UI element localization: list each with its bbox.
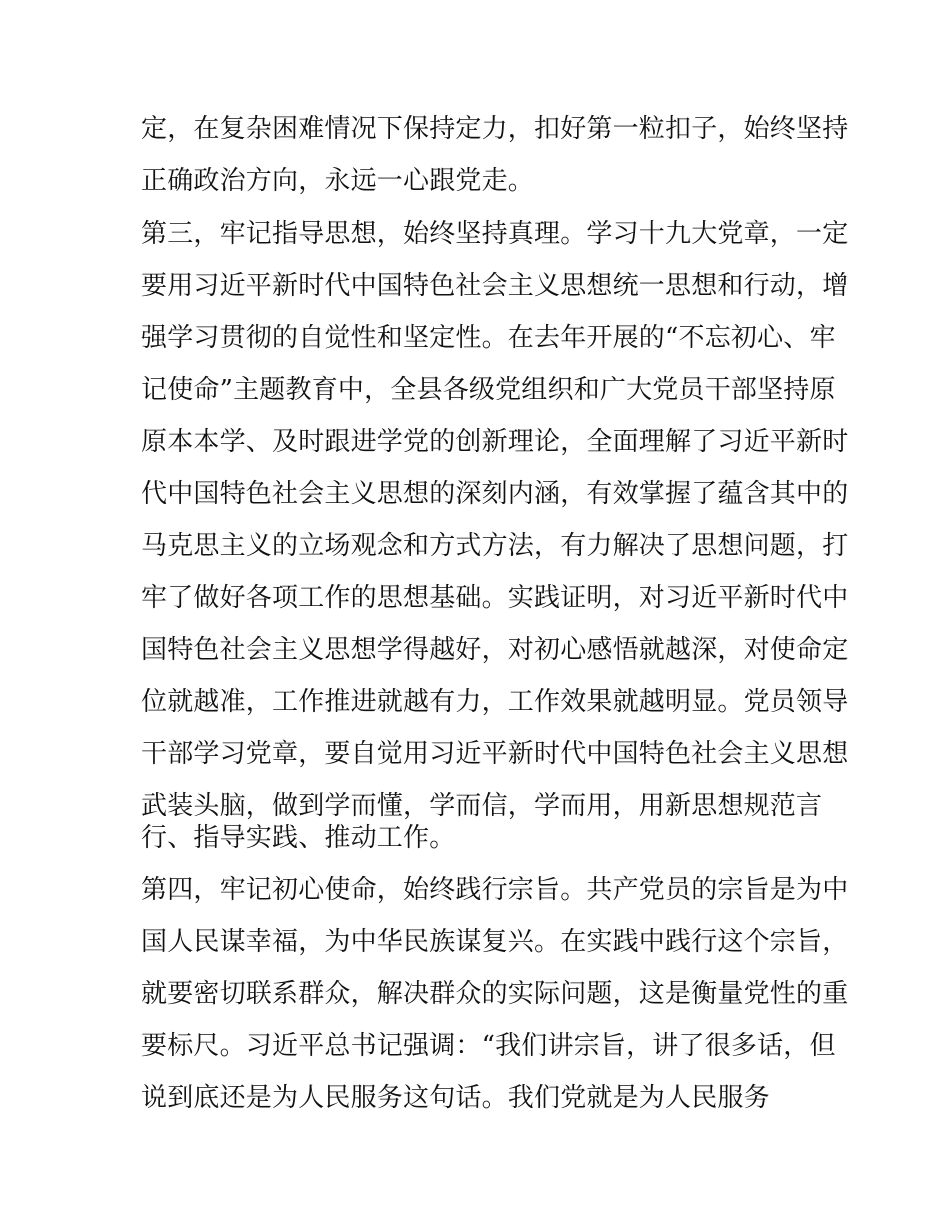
text-line: 强学习贯彻的自觉性和坚定性。在去年开展的“不忘初心、牢 [141, 323, 836, 353]
text-line: 就要密切联系群众，解决群众的实际问题，这是衡量党性的重 [141, 979, 849, 1009]
text-line: 记使命”主题教育中，全县各级党组织和广大党员干部坚持原 [141, 375, 836, 405]
text-line: 国特色社会主义思想学得越好，对初心感悟就越深，对使命定 [141, 635, 849, 665]
text-line: 第三，牢记指导思想，始终坚持真理。学习十九大党章，一定 [141, 219, 849, 249]
text-line: 要标尺。习近平总书记强调：“我们讲宗旨，讲了很多话，但 [141, 1031, 836, 1061]
text-line: 原本本学、及时跟进学党的创新理论，全面理解了习近平新时 [141, 427, 849, 457]
text-line: 马克思主义的立场观念和方式方法，有力解决了思想问题，打 [141, 531, 849, 561]
text-line: 说到底还是为人民服务这句话。我们党就是为人民服务 [141, 1083, 770, 1113]
text-line: 位就越准，工作推进就越有力，工作效果就越明显。党员领导 [141, 687, 849, 717]
text-line: 代中国特色社会主义思想的深刻内涵，有效掌握了蕴含其中的 [141, 479, 849, 509]
text-line: 牢了做好各项工作的思想基础。实践证明，对习近平新时代中 [141, 583, 849, 613]
text-line: 定，在复杂困难情况下保持定力，扣好第一粒扣子，始终坚持 [141, 114, 849, 144]
text-line: 正确政治方向，永远一心跟党走。 [141, 166, 535, 196]
text-line: 行、指导实践、推动工作。 [141, 823, 456, 853]
text-line: 干部学习党章，要自觉用习近平新时代中国特色社会主义思想 [141, 739, 849, 769]
text-line: 要用习近平新时代中国特色社会主义思想统一思想和行动，增 [141, 271, 849, 301]
text-line: 武装头脑，做到学而懂，学而信，学而用，用新思想规范言 [141, 791, 823, 821]
text-line: 第四，牢记初心使命，始终践行宗旨。共产党员的宗旨是为中 [141, 875, 849, 905]
text-line: 国人民谋幸福，为中华民族谋复兴。在实践中践行这个宗旨， [141, 927, 849, 957]
